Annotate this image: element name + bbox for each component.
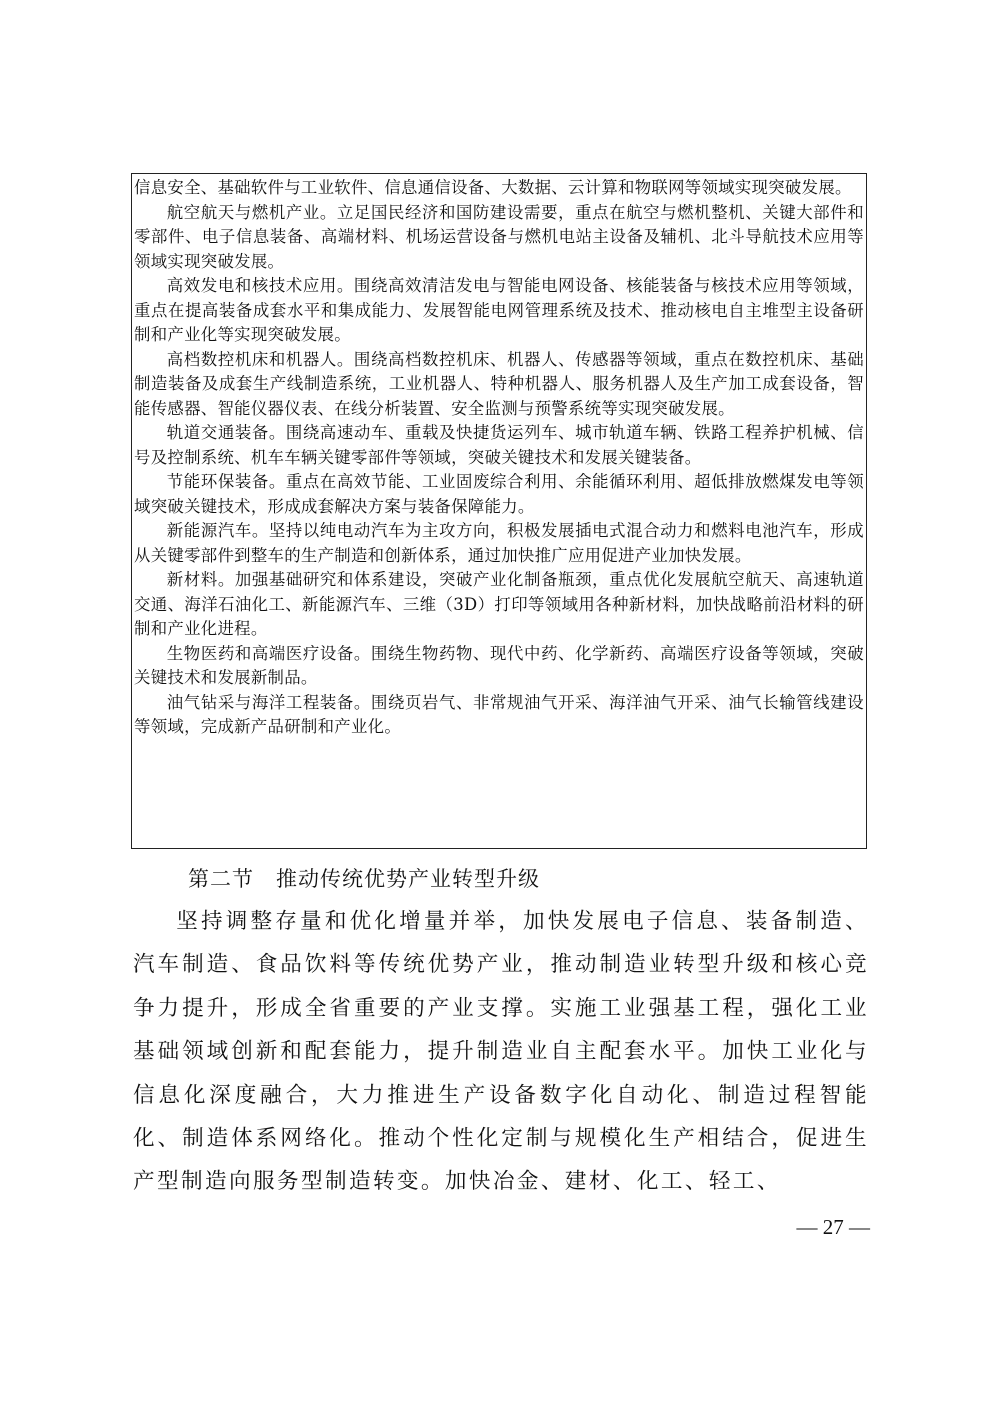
boxed-text-panel [131, 173, 867, 849]
box-paragraph: 高效发电和核技术应用。围绕高效清洁发电与智能电网设备、核能装备与核技术应用等领域，重点在提高装备成套水平和集成能力、发展智能电网管理系统及技术、推动核电自主堆型主设备研制和产业化等实现突破发展。 [134, 276, 864, 344]
box-paragraph: 节能环保装备。重点在高效节能、工业固废综合利用、余能循环利用、超低排放燃煤发电等领域突破关键技术，形成成套解决方案与装备保障能力。 [134, 472, 864, 516]
box-paragraph: 高档数控机床和机器人。围绕高档数控机床、机器人、传感器等领域，重点在数控机床、基础制造装备及成套生产线制造系统，工业机器人、特种机器人、服务机器人及生产加工成套设备，智能传感器、智能仪器仪表、在线分析装置、安全监测与预警系统等实现突破发展。 [134, 349, 864, 418]
box-paragraph: 生物医药和高端医疗设备。围绕生物药物、现代中药、化学新药、高端医疗设备等领域，突破关键技术和发展新制品。 [134, 643, 864, 687]
body-text [133, 900, 869, 1204]
body-paragraph: 坚持调整存量和优化增量并举，加快发展电子信息、装备制造、汽车制造、食品饮料等传统优势产业，推动制造业转型升级和核心竞争力提升，形成全省重要的产业支撑。实施工业强基工程，强化工业基础领域创新和配套能力，提升制造业自主配套水平。加快工业化与信息化深度融合，大力推进生产设备数字化自动化、制造过程智能化、制造体系网络化。推动个性化定制与规模化生产相结合，促进生产型制造向服务型制造转变。加快冶金、建材、化工、轻工、 [133, 909, 869, 1195]
box-paragraph: 油气钻采与海洋工程装备。围绕页岩气、非常规油气开采、海洋油气开采、油气长输管线建设等领域，完成新产品研制和产业化。 [134, 692, 864, 736]
page-number: — 27 — [796, 1215, 870, 1239]
box-paragraph: 新材料。加强基础研究和体系建设，突破产业化制备瓶颈，重点优化发展航空航天、高速轨道交通、海洋石油化工、新能源汽车、三维（3D）打印等领域用各种新材料，加快战略前沿材料的研制和产业化进程。 [134, 570, 864, 638]
box-paragraph: 新能源汽车。坚持以纯电动汽车为主攻方向，积极发展插电式混合动力和燃料电池汽车，形成从关键零部件到整车的生产制造和创新体系，通过加快推广应用促进产业加快发展。 [134, 521, 864, 565]
box-paragraph: 航空航天与燃机产业。立足国民经济和国防建设需要，重点在航空与燃机整机、关键大部件和零部件、电子信息装备、高端材料、机场运营设备与燃机电站主设备及辅机、北斗导航技术应用等领域实现突破发展。 [134, 202, 864, 271]
box-paragraph: 轨道交通装备。围绕高速动车、重载及快捷货运列车、城市轨道车辆、铁路工程养护机械、信号及控制系统、机车车辆关键零部件等领域，突破关键技术和发展关键装备。 [134, 423, 864, 467]
section-heading: 第二节 推动传统优势产业转型升级 [188, 867, 540, 891]
box-paragraph: 信息安全、基础软件与工业软件、信息通信设备、大数据、云计算和物联网等领域实现突破发展。 [134, 178, 852, 197]
